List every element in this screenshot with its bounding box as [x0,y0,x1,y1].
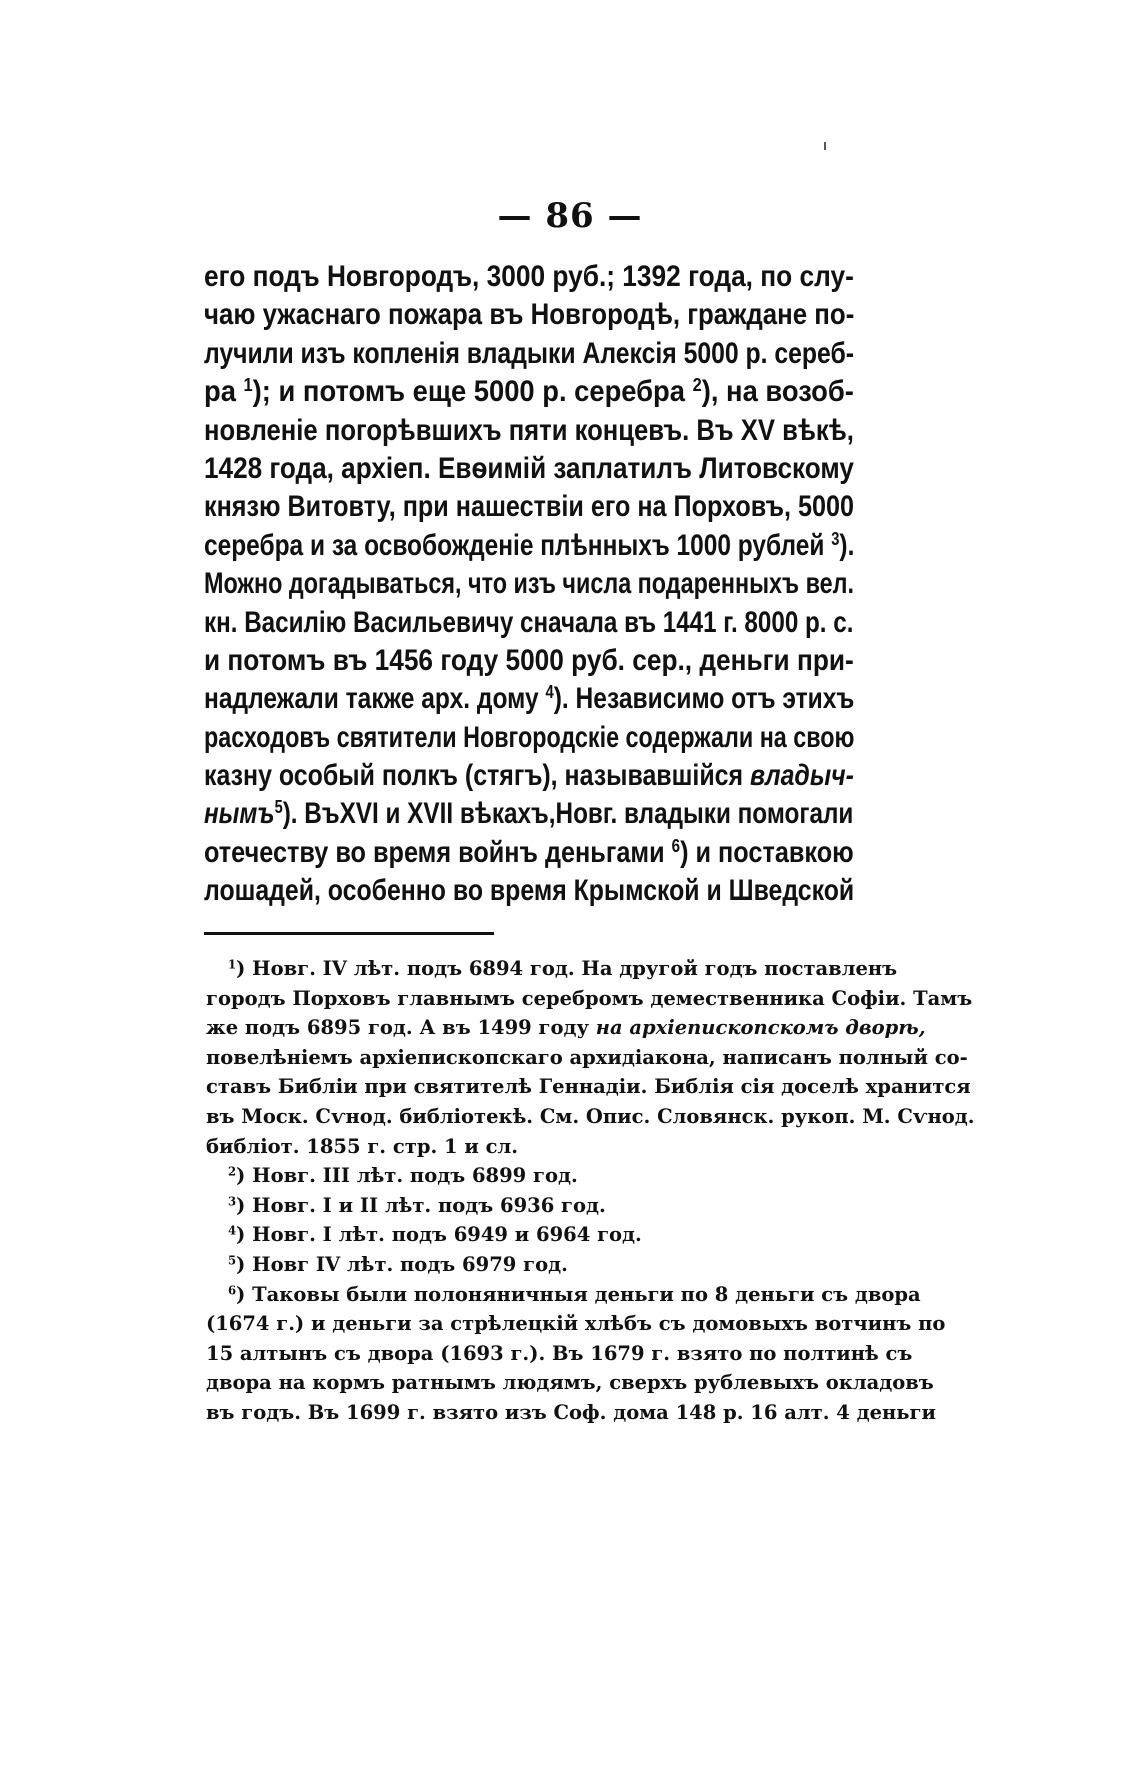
text-run: ); и потомъ еще 5000 р. серебра [252,375,693,409]
text-line [204,642,854,680]
text-run: новленіе погорѣвшихъ пяти концевъ. Въ XV вѣкѣ, [204,413,854,447]
footnote-line [206,1309,960,1339]
text-run: ) Новг. IV лѣт. подъ 6894 год. На другой годъ поставленъ [236,957,898,980]
text-line [204,296,854,334]
footnotes [206,954,975,1428]
text-run: городъ Порховъ главнымъ серебромъ демественника Софіи. Тамъ [206,986,973,1010]
text-line [204,335,854,373]
text-run: Можно догадываться, что изъ числа подаренныхъ вел. [204,567,854,601]
footnote-line [206,1368,960,1398]
text-line [204,488,854,526]
text-line [204,872,854,910]
footnote-line [206,954,960,984]
text-line [204,565,854,603]
text-line [204,450,854,488]
footnote-ref: 6 [671,835,681,856]
text-run: двора на кормъ ратнымъ людямъ, сверхъ рублевыхъ окладовъ [206,1371,934,1395]
footnote-line [206,1280,960,1310]
text-line [204,373,854,411]
text-run: 15 алтынъ съ двора (1693 г.). Въ 1679 г. взято по полтинѣ съ [206,1341,913,1365]
footnote-line [206,1102,975,1132]
text-line [204,604,854,642]
main-text [204,258,959,911]
text-run: кн. Василію Васильевичу сначала въ 1441 г. 8000 р. с. [204,605,854,639]
footnote-ref: 3 [831,528,840,549]
text-run: ) Новг. I и II лѣт. подъ 6936 год. [236,1193,606,1217]
text-run: ), на возоб- [701,375,854,409]
footnote-line [206,1398,960,1428]
footnote-separator [204,932,494,935]
text-run: (1674 г.) и деньги за стрѣлецкій хлѣбъ съ домовыхъ вотчинъ по [206,1312,946,1336]
text-run: ). Независимо отъ этихъ [553,682,855,716]
page-number: — 86 — [497,196,643,236]
footnote-line [206,1339,960,1369]
text-run: ) Новг IV лѣт. подъ 6979 год. [236,1252,568,1276]
text-run: его подъ Новгородъ, 3000 руб.; 1392 года, по слу- [204,260,854,293]
text-line [204,719,854,757]
footnote-line [206,984,973,1014]
text-line [204,258,854,296]
text-run: лошадей, особенно во время Крымской и Шведской [204,874,855,908]
text-run: ) Новг. III лѣт. подъ 6899 год. [236,1164,578,1188]
text-run: повелѣніемъ архіепископскаго архидіакона, написанъ полный со- [206,1045,968,1069]
text-line [204,834,854,872]
text-line [204,795,854,833]
text-line [204,757,854,795]
text-run: же подъ 6895 год. А въ 1499 году [206,1016,596,1040]
text-run: ). ВъXVI и XVII вѣкахъ,Новг. владыки помогали [282,797,854,831]
scan-mark [824,142,826,150]
text-run: библіот. 1855 г. стр. 1 и сл. [206,1134,519,1158]
footnote-ref: 6 [228,1283,237,1298]
text-run: отечеству во время войнъ деньгами [204,835,672,869]
footnote-line [206,1013,960,1043]
text-line [204,527,854,565]
footnote-ref: 5 [228,1253,237,1268]
text-run: въ годъ. Въ 1699 г. взято изъ Соф. дома 148 р. 16 алт. 4 деньги [206,1400,936,1424]
footnote-ref: 5 [274,797,283,818]
footnote-ref: 4 [228,1223,237,1238]
text-run: ра [204,375,244,409]
italic-run: нымъ [204,797,275,831]
footnote-ref: 3 [228,1194,237,1209]
text-run: расходовъ святители Новгородскіе содержали на свою [204,720,855,754]
footnote-ref: 2 [228,1164,237,1179]
text-run: и потомъ въ 1456 году 5000 руб. сер., деньги при- [204,643,854,677]
italic-run: на архіепископскомъ дворѣ, [595,1016,926,1040]
text-run: 1428 года, архіеп. Евѳимій заплатилъ Литовскому [204,451,854,485]
footnote-line [206,1043,968,1073]
footnote-line [206,1132,960,1162]
text-run: надлежали также арх. дому [204,682,546,716]
footnote-line [206,1220,960,1250]
text-run: князю Витовту, при нашествіи его на Порховъ, 5000 [204,490,854,524]
footnote-line [206,1072,971,1102]
footnote-line [206,1161,960,1191]
footnote-ref: 2 [692,375,702,396]
footnote-line [206,1250,960,1280]
text-run: ставъ Библіи при святителѣ Геннадіи. Библія сія доселѣ хранится [206,1075,971,1099]
text-run: ) и поставкою [680,835,854,869]
text-run: казну особый полкъ (стягъ), называвшійся [204,759,751,793]
text-run: лучили изъ копленія владыки Алексія 5000 р. сереб- [204,336,854,370]
text-line [204,412,854,450]
footnote-line [206,1191,960,1221]
text-run: ) Таковы были полоняничныя деньги по 8 деньги съ двора [236,1282,921,1306]
text-run: ). [839,528,855,562]
text-line [204,680,854,718]
text-run: чаю ужаснаго пожара въ Новгородѣ, граждане по- [204,298,855,332]
text-run: серебра и за освобожденіе плѣнныхъ 1000 рублей [204,528,832,562]
footnote-ref: 1 [228,957,237,972]
italic-run: владыч- [750,759,854,793]
footnote-ref: 1 [243,375,253,396]
footnote-ref: 4 [545,682,554,703]
text-run: ) Новг. I лѣт. подъ 6949 и 6964 год. [236,1223,642,1247]
text-run: въ Моск. Сѵнод. библіотекѣ. См. Опис. Словянск. рукоп. М. Сѵнод. [206,1104,975,1128]
